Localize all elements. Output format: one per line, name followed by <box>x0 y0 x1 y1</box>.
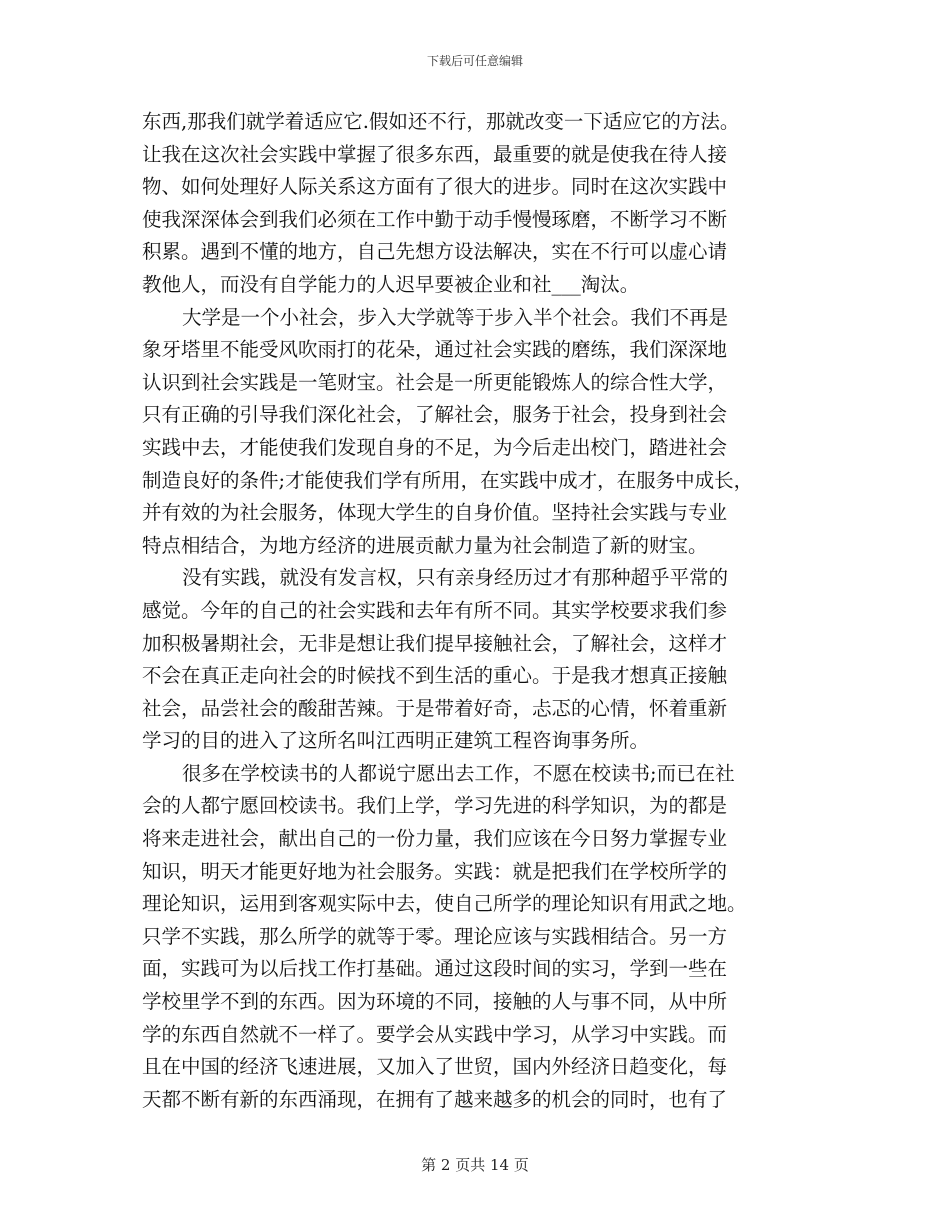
paragraph-first-line: 大学是一个小社会，步入大学就等于步入半个社会。我们不再是 <box>182 305 729 329</box>
text-line: 学的东西自然就不一样了。要学会从实践中学习，从学习中实践。而 <box>142 1022 728 1046</box>
text-line: 东西,那我们就学着适应它.假如还不行，那就改变一下适应它的方法。 <box>142 110 740 133</box>
text-line: 象牙塔里不能受风吹雨打的花朵，通过社会实践的磨练，我们深深地 <box>142 338 728 362</box>
text-line: 将来走进社会，献出自己的一份力量，我们应该在今日努力掌握专业 <box>142 827 728 851</box>
text-line: 会的人都宁愿回校读书。我们上学，学习先进的科学知识，为的都是 <box>142 794 728 818</box>
page-number: 第 2 页共 14 页 <box>421 1156 529 1174</box>
text-line: 理论知识，运用到客观实际中去，使自己所学的理论知识有用武之地。 <box>142 892 747 916</box>
text-line: 并有效的为社会服务，体现大学生的自身价值。坚持社会实践与专业 <box>142 501 728 525</box>
text-line: 面，实践可为以后找工作打基础。通过这段时间的实习，学到一些在 <box>142 957 728 981</box>
paragraph-first-line: 很多在学校读书的人都说宁愿出去工作，不愿在校读书;而已在社 <box>182 761 735 785</box>
text-line: 学习的目的进入了这所名叫江西明正建筑工程咨询事务所。 <box>142 729 650 753</box>
text-line: 特点相结合，为地方经济的进展贡献力量为社会制造了新的财宝。 <box>142 533 708 557</box>
text-line: 只学不实践，那么所学的就等于零。理论应该与实践相结合。另一方 <box>142 924 728 948</box>
text-line: 只有正确的引导我们深化社会，了解社会，服务于社会，投身到社会 <box>142 403 728 427</box>
text-line: 实践中去，才能使我们发现自身的不足，为今后走出校门，踏进社会 <box>142 435 728 459</box>
text-line: 学校里学不到的东西。因为环境的不同，接触的人与事不同，从中所 <box>142 990 728 1014</box>
text-line: 使我深深体会到我们必须在工作中勤于动手慢慢琢磨，不断学习不断 <box>142 207 728 231</box>
text-line: 认识到社会实践是一笔财宝。社会是一所更能锻炼人的综合性大学， <box>142 370 728 394</box>
text-line: 加积极暑期社会，无非是想让我们提早接触社会，了解社会，这样才 <box>142 631 728 655</box>
text-line: 积累。遇到不懂的地方，自己先想方设法解决，实在不行可以虚心请 <box>142 240 728 264</box>
text-line: 教他人，而没有自学能力的人迟早要被企业和社___淘汰。 <box>142 272 640 296</box>
text-line: 物、如何处理好人际关系这方面有了很大的进步。同时在这次实践中 <box>142 175 728 199</box>
text-line: 社会，品尝社会的酸甜苦辣。于是带着好奇，忐忑的心情，怀着重新 <box>142 696 728 720</box>
text-line: 天都不断有新的东西涌现，在拥有了越来越多的机会的同时，也有了 <box>142 1087 728 1111</box>
document-body <box>142 106 822 1116</box>
text-line: 知识，明天才能更好地为社会服务。实践：就是把我们在学校所学的 <box>142 859 728 883</box>
text-line: 不会在真正走向社会的时候找不到生活的重心。于是我才想真正接触 <box>142 664 728 688</box>
header-note: 下载后可任意编辑 <box>426 54 523 68</box>
paragraph-first-line: 没有实践，就没有发言权，只有亲身经历过才有那种超乎平常的 <box>182 566 729 590</box>
page-footer <box>0 1155 950 1175</box>
text-line: 且在中国的经济飞速进展，又加入了世贸，国内外经济日趋变化，每 <box>142 1055 728 1079</box>
text-line: 制造良好的条件;才能使我们学有所用，在实践中成才，在服务中成长， <box>142 468 754 492</box>
page-header <box>0 53 950 69</box>
text-line: 让我在这次社会实践中掌握了很多东西，最重要的就是使我在待人接 <box>142 142 728 166</box>
text-line: 感觉。今年的自己的社会实践和去年有所不同。其实学校要求我们参 <box>142 598 728 622</box>
